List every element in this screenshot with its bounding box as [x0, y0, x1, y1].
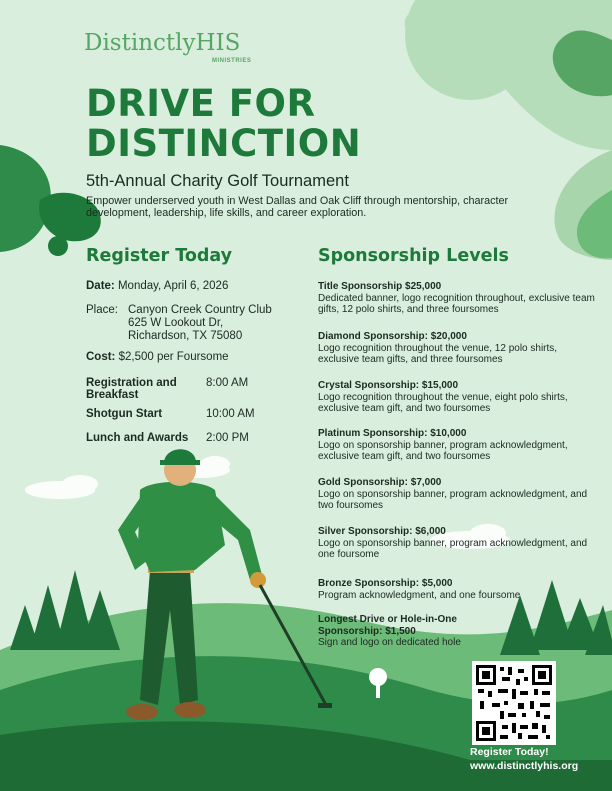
sponsorship-desc: Logo recognition throughout the venue, 12 polo shirts, exclusive team gifts, and three foursomes	[318, 342, 558, 365]
sponsorship-desc: Program acknowledgment, and one foursome	[318, 589, 521, 601]
sponsorship-title: Silver Sponsorship: $6,000	[318, 526, 446, 537]
sponsorship-level	[318, 428, 598, 463]
schedule-time-3: 2:00 PM	[206, 432, 249, 444]
date-label: Date:	[86, 280, 115, 292]
sponsorship-level	[318, 578, 598, 601]
sponsorship-title: Bronze Sponsorship: $5,000	[318, 578, 453, 589]
sponsorship-level	[318, 526, 598, 561]
sponsorship-level	[318, 380, 598, 415]
schedule-label-1: Registration and Breakfast	[86, 377, 177, 401]
ministry-logo	[84, 30, 254, 70]
register-cta[interactable]	[470, 745, 600, 773]
sponsorship-title: Longest Drive or Hole-in-One Sponsorship: $1,500	[318, 614, 457, 637]
date-row	[86, 280, 228, 293]
sponsorship-desc: Logo on sponsorship banner, program acknowledgment, and one foursome	[318, 537, 588, 560]
sponsorship-title: Crystal Sponsorship: $15,000	[318, 380, 459, 391]
place-line-3: Richardson, TX 75080	[128, 330, 243, 342]
schedule-label-2: Shotgun Start	[86, 408, 163, 420]
sponsorship-heading: Sponsorship Levels	[318, 246, 509, 266]
logo-text: DistinctlyHIS	[84, 30, 241, 56]
sponsorship-level	[318, 331, 598, 366]
cost-row	[86, 351, 229, 364]
place-line-2: 625 W Lookout Dr,	[128, 317, 224, 329]
cost-label: Cost:	[86, 351, 116, 363]
headline-line-1: DRIVE FOR	[86, 82, 316, 125]
schedule-time-1: 8:00 AM	[206, 377, 249, 389]
place-line-1: Canyon Creek Country Club	[128, 304, 272, 316]
sponsorship-level	[318, 614, 488, 649]
sponsorship-title: Platinum Sponsorship: $10,000	[318, 428, 467, 439]
decorative-dot	[48, 236, 68, 256]
sponsorship-desc: Logo on sponsorship banner, program acknowledgment, and two foursomes	[318, 488, 588, 511]
sponsorship-desc: Logo on sponsorship banner, program acknowledgment, exclusive team gift, and two foursomes	[318, 439, 568, 462]
sponsorship-title: Title Sponsorship $25,000	[318, 281, 442, 292]
date-value: Monday, April 6, 2026	[117, 280, 229, 292]
sponsorship-desc: Dedicated banner, logo recognition throughout, exclusive team gifts, 12 polo shirts, and three foursomes	[318, 292, 595, 315]
place-label: Place:	[86, 304, 118, 316]
headline-line-2: DISTINCTION	[86, 122, 362, 165]
register-heading: Register Today	[86, 246, 233, 266]
event-subtitle: 5th-Annual Charity Golf Tournament	[86, 172, 349, 190]
cost-value: $2,500 per Foursome	[118, 351, 229, 363]
schedule-label-3: Lunch and Awards	[86, 432, 189, 444]
sponsorship-level	[318, 281, 598, 316]
sponsorship-level	[318, 477, 598, 512]
sponsorship-title: Diamond Sponsorship: $20,000	[318, 331, 467, 342]
schedule-time-2: 10:00 AM	[206, 408, 255, 420]
cta-line-1: Register Today!	[470, 746, 549, 758]
cta-url[interactable]: www.distinctlyhis.org	[470, 760, 579, 772]
headline	[86, 84, 426, 164]
sponsorship-desc: Sign and logo on dedicated hole	[318, 637, 461, 648]
logo-subtext: MINISTRIES	[212, 58, 252, 64]
qr-code-icon[interactable]	[472, 661, 556, 745]
sponsorship-desc: Logo recognition throughout the venue, eight polo shirts, exclusive team gift, and two foursomes	[318, 391, 568, 414]
sponsorship-title: Gold Sponsorship: $7,000	[318, 477, 442, 488]
intro-text: Empower underserved youth in West Dallas and Oak Cliff through mentorship, character development, leadership, life skills, and career exploration.	[86, 195, 509, 219]
left-trees	[10, 570, 120, 650]
